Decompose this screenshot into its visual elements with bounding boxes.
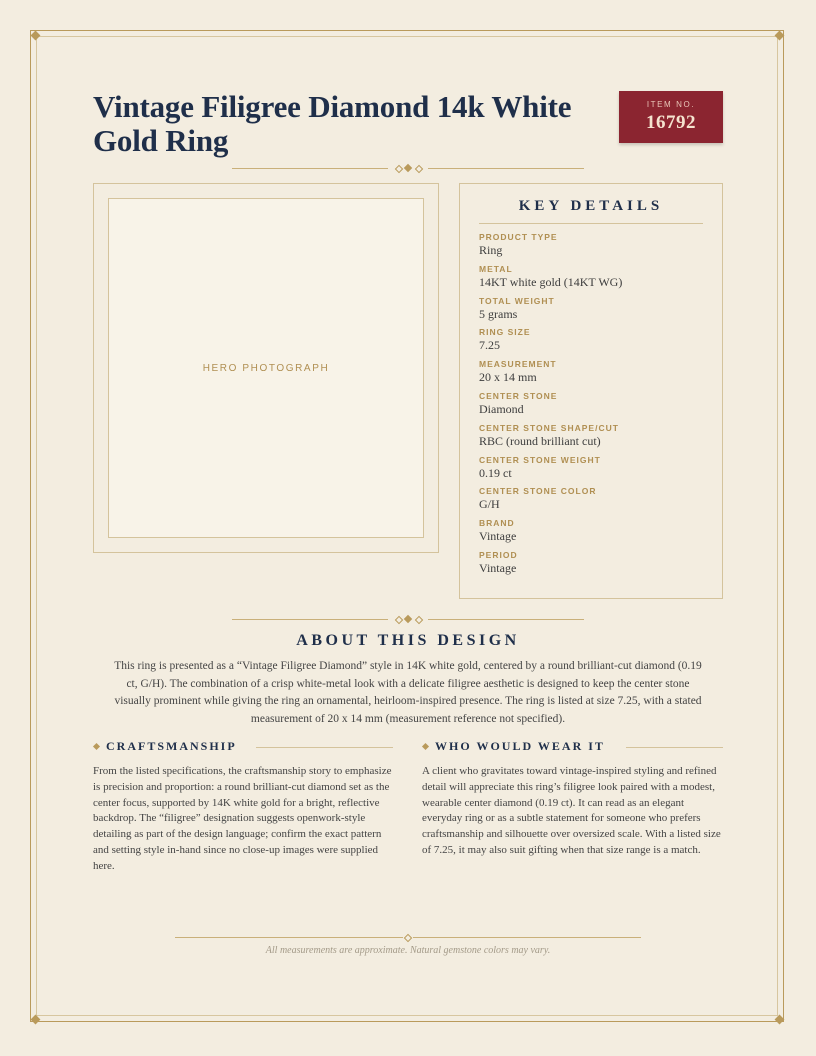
- page-title: Vintage Filigree Diamond 14k White Gold Ring: [93, 89, 572, 158]
- who-would-wear-section: [422, 739, 723, 859]
- spec-item-period: [479, 550, 703, 582]
- diamond-bullet-icon: [422, 743, 429, 750]
- who-would-wear-heading: WHO WOULD WEAR IT: [435, 739, 605, 753]
- spec-value: 7.25: [479, 338, 500, 353]
- spec-value: 20 x 14 mm: [479, 370, 537, 385]
- spec-label: RING SIZE: [479, 327, 531, 338]
- key-details-heading: KEY DETAILS: [518, 198, 664, 214]
- key-details-panel: [459, 183, 723, 599]
- title-divider-ornament: [232, 163, 584, 175]
- spec-label: BRAND: [479, 518, 515, 529]
- about-body: This ring is presented as a “Vintage Filigree Diamond” style in 14K white gold, centered by a round brilliant-cut diamond (0.19 ct, G/H). The combination of a crisp white-metal look with a delicate filigree aesthetic is designed to keep the center stone visually prominent while giving the ring an ornamental, heirloom-inspired presence. The ring is listed at size 7.25, with a stated measurement of 20 x 14 mm (measurement reference not specified).: [114, 660, 702, 725]
- spec-item-center-stone-shape: [479, 423, 703, 455]
- spec-list: [479, 232, 703, 582]
- spec-item-ring-size: [479, 327, 703, 359]
- spec-label: PRODUCT TYPE: [479, 232, 558, 242]
- craftsmanship-rule: [256, 747, 393, 748]
- diamond-bullet-icon: [93, 743, 100, 750]
- about-divider-ornament: [232, 614, 584, 626]
- craftsmanship-heading: CRAFTSMANSHIP: [106, 739, 237, 753]
- footer-divider-ornament: [175, 932, 641, 944]
- spec-item-brand: [479, 518, 703, 550]
- who-would-wear-rule: [626, 747, 723, 748]
- hero-photo-label: HERO PHOTOGRAPH: [202, 362, 330, 374]
- spec-item-center-stone: [479, 391, 703, 423]
- spec-value: 14KT white gold (14KT WG): [479, 274, 623, 289]
- spec-item-total-weight: [479, 296, 703, 328]
- item-number-value: 16792: [646, 112, 696, 133]
- item-number-badge: [619, 91, 723, 143]
- about-heading: ABOUT THIS DESIGN: [296, 632, 520, 649]
- spec-item-center-stone-weight: [479, 455, 703, 487]
- spec-label: TOTAL WEIGHT: [479, 295, 555, 306]
- spec-label: METAL: [479, 263, 513, 274]
- hero-photo-frame: [93, 183, 439, 553]
- spec-label: CENTER STONE WEIGHT: [479, 454, 601, 465]
- spec-label: PERIOD: [479, 549, 518, 560]
- item-number-label: ITEM NO.: [646, 100, 696, 109]
- spec-value: G/H: [479, 497, 500, 512]
- hero-photo-placeholder: [108, 198, 424, 538]
- spec-value: Vintage: [479, 529, 517, 544]
- spec-label: CENTER STONE SHAPE/CUT: [479, 422, 619, 433]
- craftsmanship-section: [93, 739, 394, 875]
- who-would-wear-body: A client who gravitates toward vintage-inspired styling and refined detail will appreciate this ring’s filigree look paired with a modest, wearable center diamond (0.19 ct). It can read as an elegant everyday ring or as a subtle statement for someone who prefers craftsmanship and silhouette over oversized scale. With a listed size of 7.25, it may also suit gifting when that size range is a match.: [422, 765, 721, 856]
- craftsmanship-body: From the listed specifications, the craftsmanship story to emphasize is precision and proportion: a round brilliant-cut diamond set as the center focus, supported by 14K white gold for a bright, reflective backdrop. The “filigree” designation suggests openwork-style detailing as part of the design language; confirm the exact pattern and setting style in-hand since no close-up images were supplied here.: [93, 765, 392, 872]
- spec-item-metal: [479, 264, 703, 296]
- spec-item-center-stone-color: [479, 486, 703, 518]
- spec-item-product-type: [479, 232, 703, 264]
- spec-value: 5 grams: [479, 306, 518, 321]
- spec-value: Vintage: [479, 560, 517, 575]
- spec-label: CENTER STONE: [479, 390, 558, 401]
- craftsmanship-header: [93, 739, 394, 755]
- who-would-wear-header: [422, 739, 723, 755]
- spec-label: CENTER STONE COLOR: [479, 486, 597, 497]
- footer-disclaimer: All measurements are approximate. Natural gemstone colors may vary.: [265, 945, 551, 956]
- spec-value: Ring: [479, 243, 503, 257]
- spec-value: 0.19 ct: [479, 465, 512, 480]
- spec-value: Diamond: [479, 401, 524, 416]
- key-details-divider: [479, 223, 703, 224]
- spec-item-measurement: [479, 359, 703, 391]
- spec-value: RBC (round brilliant cut): [479, 433, 601, 448]
- spec-label: MEASUREMENT: [479, 359, 557, 370]
